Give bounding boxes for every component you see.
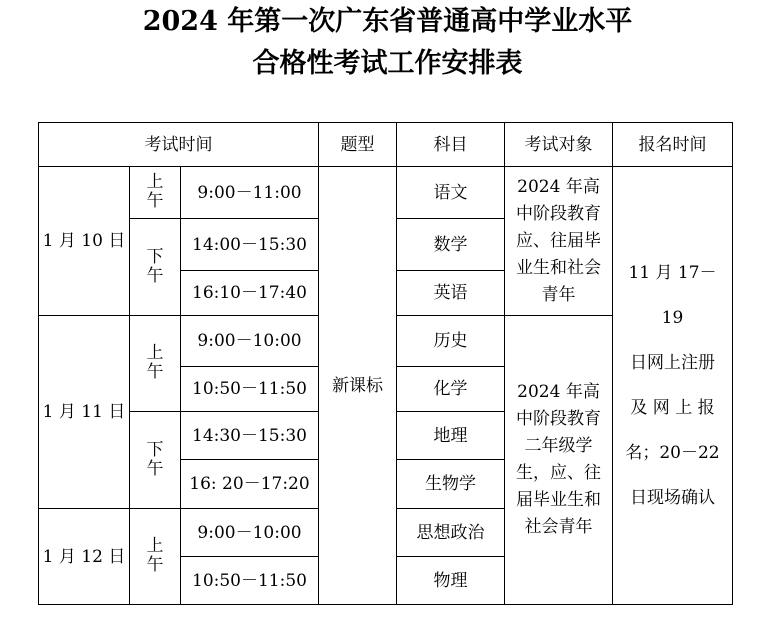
document-title-line2: 合格性考试工作安排表: [252, 48, 523, 79]
time-slot: 9:00－11:00: [181, 167, 319, 219]
time-slot: 9:00－10:00: [181, 316, 319, 367]
header-question-type: 题型: [319, 123, 397, 167]
time-slot: 14:00－15:30: [181, 219, 319, 271]
day-cell: 1 月 12 日: [39, 509, 130, 605]
header-subject: 科目: [397, 123, 505, 167]
period-cell: 上午: [130, 316, 181, 412]
document-title-line1: 2024 年第一次广东省普通高中学业水平: [142, 6, 633, 37]
header-exam-target: 考试对象: [505, 123, 613, 167]
period-cell: 下午: [130, 219, 181, 316]
subject-cell: 数学: [397, 219, 505, 271]
table-row: [39, 167, 733, 219]
subject-cell: 生物学: [397, 460, 505, 509]
period-cell: 上午: [130, 167, 181, 219]
header-exam-time: 考试时间: [39, 123, 319, 167]
time-slot: 10:50－11:50: [181, 367, 319, 412]
registration-time-cell: 11 月 17－19 日网上注册 及 网 上 报 名；20－22 日现场确认: [613, 167, 733, 605]
subject-cell: 思想政治: [397, 509, 505, 557]
exam-type-cell: 新课标: [319, 167, 397, 605]
day-cell: 1 月 10 日: [39, 167, 130, 316]
exam-target-group2: 2024 年高中阶段教育二年级学生，应、往届毕业生和社会青年: [505, 316, 613, 605]
time-slot: 16: 20－17:20: [181, 460, 319, 509]
exam-target-group1: 2024 年高中阶段教育应、往届毕业生和社会青年: [505, 167, 613, 316]
time-slot: 10:50－11:50: [181, 557, 319, 605]
subject-cell: 物理: [397, 557, 505, 605]
day-cell: 1 月 11 日: [39, 316, 130, 509]
schedule-table: [38, 122, 733, 605]
subject-cell: 语文: [397, 167, 505, 219]
subject-cell: 英语: [397, 271, 505, 316]
time-slot: 9:00－10:00: [181, 509, 319, 557]
header-registration-time: 报名时间: [613, 123, 733, 167]
period-cell: 下午: [130, 412, 181, 509]
header-row: [39, 123, 733, 167]
subject-cell: 历史: [397, 316, 505, 367]
time-slot: 16:10－17:40: [181, 271, 319, 316]
subject-cell: 化学: [397, 367, 505, 412]
time-slot: 14:30－15:30: [181, 412, 319, 460]
period-cell: 上午: [130, 509, 181, 605]
subject-cell: 地理: [397, 412, 505, 460]
